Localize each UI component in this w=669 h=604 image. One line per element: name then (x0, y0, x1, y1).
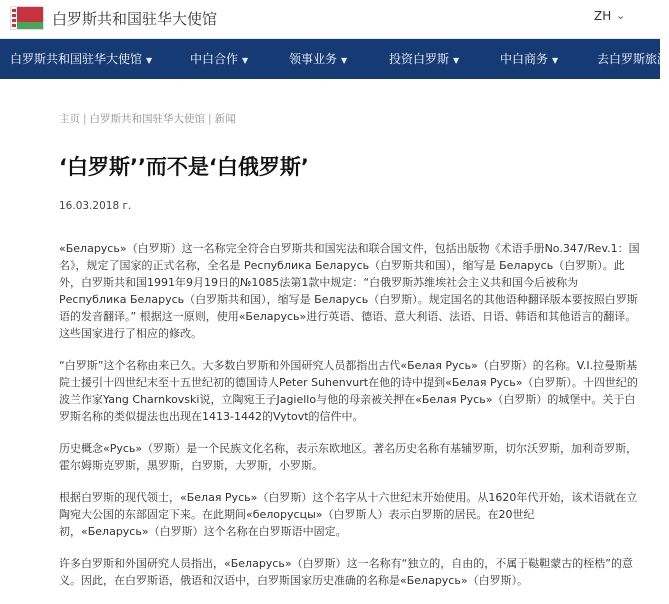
nav-item-label: 领事业务 (289, 52, 338, 66)
breadcrumb-separator: | (208, 113, 212, 125)
article-paragraph: 历史概念«Русь»（罗斯）是一个民族文化名称，表示东欧地区。著名历史名称有基辅罗斯，切尔沃罗斯，加利奇罗斯，霍尔姆斯克罗斯，黑罗斯，白罗斯，大罗斯，小罗斯。 (59, 442, 638, 472)
chevron-down-icon: ⌄ (616, 9, 626, 22)
belarus-flag-logo[interactable] (10, 6, 44, 30)
nav-item-label: 白罗斯共和国驻华大使馆 (10, 52, 143, 66)
breadcrumb-embassy[interactable]: 白罗斯共和国驻华大使馆 (89, 113, 206, 125)
nav-item-tourism[interactable] (597, 39, 669, 79)
article-paragraph: “白罗斯”这个名称由来已久。大多数白罗斯和外国研究人员都指出古代«Белая Русь»（白罗斯）的名称。V.I.拉曼斯基院士援引十四世纪末至十五世纪初的德国诗人Peter Suhenvurt在他的诗中提到«Белая Русь»（白罗斯）。十四世纪的波兰作家Yang Charnkovski说，立陶宛王子Jagiello与他的母亲被关押在«Белая Русь»（白罗斯）的城堡中。关于白罗斯名称的类似提法也出现在1413-1442的Vytovt的信件中。 (59, 359, 638, 423)
chevron-down-icon: ▼ (242, 56, 249, 65)
main-nav (0, 39, 669, 79)
article-paragraph: «Беларусь»（白罗斯）这一名称完全符合白罗斯共和国宪法和联合国文件，包括出版物《术语手册No.347/Rev.1：国名》，规定了国家的正式名称，全名是 Республика Беларусь（白罗斯共和国），缩写是 Беларусь（白罗斯）。此外，白罗斯共和国1991年9月19日的№1085法第1款中规定：“白俄罗斯苏维埃社会主义共和国今后被称为Республика Беларусь（白罗斯共和国），缩写是 Беларусь（白罗斯）。规定国名的其他语种翻译版本要按照白罗斯语的发音翻译。” 根据这一原则，使用«Беларусь»进行英语、德语、意大利语、法语、日语、韩语和其他语言的翻译。这些国家进行了相应的修改。 (59, 242, 640, 340)
chevron-down-icon: ▼ (552, 56, 559, 65)
publish-date: 16.03.2018 г. (59, 200, 132, 212)
language-label: ZH (594, 9, 612, 23)
article-paragraph: 许多白罗斯和外国研究人员指出，«Беларусь»（白罗斯）这一名称有“独立的，自由的，不属于鞑靼蒙古的桎梏”的意义。因此，在白罗斯语，俄语和汉语中，白罗斯国家历史准确的名称是«Беларусь»（白罗斯）。 (59, 557, 633, 587)
site-title[interactable]: 白罗斯共和国驻华大使馆 (52, 10, 218, 28)
article-paragraph: 根据白罗斯的现代领士，«Белая Русь»（白罗斯）这个名字从十六世纪末开始使用。从1620年代开始，该术语就在立陶宛大公国的东部固定下来。在此期间«белорусцы»（白罗斯人）表示白罗斯的居民。在20世纪初，«Беларусь»（白罗斯）这个名称在白罗斯语中固定。 (59, 491, 638, 538)
article-body (59, 240, 641, 604)
breadcrumb-separator: | (83, 113, 87, 125)
chevron-down-icon: ▼ (341, 56, 348, 65)
top-header (0, 0, 660, 39)
nav-item-cooperation[interactable] (190, 39, 248, 79)
page-title: ‘白罗斯’’而不是‘白俄罗斯’ (59, 155, 309, 179)
nav-item-label: 去白罗斯旅游 (597, 52, 669, 66)
nav-item-label: 投资白罗斯 (389, 52, 450, 66)
breadcrumb-home[interactable]: 主页 (59, 113, 80, 125)
nav-item-business[interactable] (500, 39, 558, 79)
nav-item-label: 中白合作 (190, 52, 239, 66)
breadcrumb-news[interactable]: 新闻 (214, 113, 236, 125)
language-selector[interactable] (594, 9, 626, 23)
chevron-down-icon: ▼ (453, 56, 460, 65)
nav-item-embassy[interactable] (10, 39, 152, 79)
nav-item-label: 中白商务 (500, 52, 549, 66)
nav-item-consular[interactable] (289, 39, 347, 79)
breadcrumb (59, 111, 236, 126)
chevron-down-icon: ▼ (146, 56, 153, 65)
nav-item-invest[interactable] (389, 39, 459, 79)
